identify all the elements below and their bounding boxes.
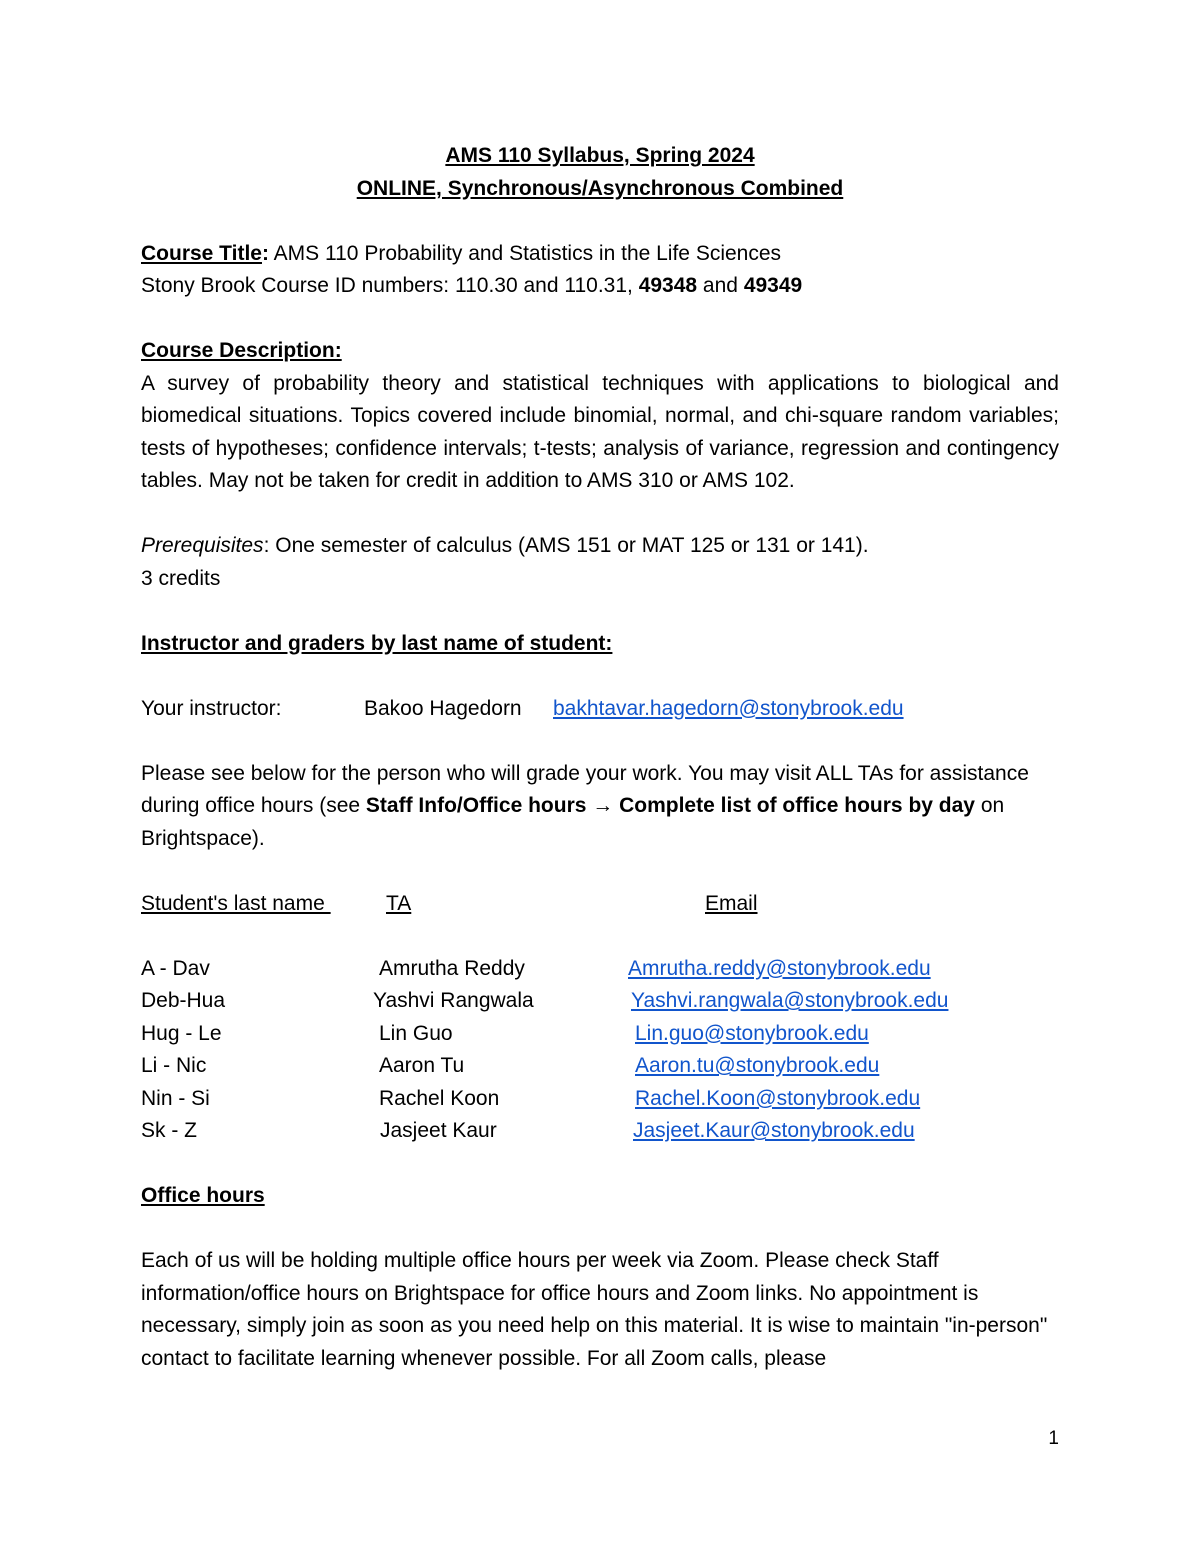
table-row [141,953,1059,986]
ta-table-header [141,888,1059,921]
row-email-link[interactable]: Jasjeet.Kaur@stonybrook.edu [633,1119,915,1142]
instructor-line [141,693,1059,726]
syllabus-subtitle: ONLINE, Synchronous/Asynchronous Combined [356,176,844,200]
office-hours-text: Each of us will be holding multiple office hours per week via Zoom. Please check Staff information/office hours on Brightspace for office hours and Zoom links. No appointment is necessary, simply join as soon as you need help on this material. It is wise to maintain "in-person" contact to facilitate learning whenever possible. For all Zoom calls, please [141,1249,1048,1370]
row-email-link[interactable]: Amrutha.reddy@stonybrook.edu [628,956,931,980]
header-ta: TA [386,891,412,915]
instructor-email-link[interactable]: bakhtavar.hagedorn@stonybrook.edu [553,696,904,720]
instructor-label: Your instructor: [141,696,282,720]
row-ta: Jasjeet Kaur [380,1119,497,1142]
prerequisites-label: Prerequisites [141,534,264,557]
grading-note-bold: Staff Info/Office hours → Complete list of office hours by day [365,794,975,817]
instructor-name: Bakoo Hagedorn [364,696,522,720]
row-ta: Amrutha Reddy [379,956,525,980]
office-hours-heading: Office hours [141,1184,265,1207]
row-range: Nin - Si [141,1086,210,1110]
header-last-name: Student's last name [141,891,331,915]
row-email-link[interactable]: Rachel.Koon@stonybrook.edu [635,1086,921,1110]
row-range: A - Dav [141,956,210,980]
row-email-link[interactable]: Lin.guo@stonybrook.edu [635,1021,869,1045]
page-number: 1 [1048,1428,1059,1449]
course-id-2: 49349 [743,274,803,297]
row-ta: Rachel Koon [379,1086,500,1110]
syllabus-title: AMS 110 Syllabus, Spring 2024 [445,144,755,167]
table-row [141,1115,1059,1148]
course-description-heading: Course Description: [141,339,342,362]
course-id-1: 49348 [638,274,698,297]
table-row [141,1018,1059,1051]
course-title-label: Course Title [141,241,262,265]
table-row [141,1050,1059,1083]
row-email-link[interactable]: Yashvi.rangwala@stonybrook.edu [631,989,949,1012]
row-email-link[interactable]: Aaron.tu@stonybrook.edu [635,1054,880,1077]
row-ta: Yashvi Rangwala [373,989,534,1012]
grading-note-part1: Please see below for the person who will grade your work. You may visit ALL TAs for assistance during office hours (see [141,761,1029,817]
syllabus-page [141,140,1059,1375]
prerequisites-text: : One semester of calculus (AMS 151 or MAT 125 or 131 or 141). [263,534,869,557]
row-range: Li - Nic [141,1054,207,1077]
course-title-colon: : [261,241,269,265]
course-title-line [141,238,1059,271]
course-title-value: AMS 110 Probability and Statistics in the Life Sciences [268,241,782,265]
row-range: Sk - Z [141,1119,197,1142]
row-ta: Aaron Tu [379,1054,465,1077]
course-id-and: and [697,274,744,297]
course-id-line [141,270,1059,303]
row-ta: Lin Guo [379,1021,453,1045]
instructors-heading: Instructor and graders by last name of student: [141,631,613,655]
row-range: Hug - Le [141,1021,222,1045]
table-row [141,1083,1059,1116]
course-id-prefix: Stony Brook Course ID numbers: 110.30 and 110.31, [141,274,639,297]
header-email: Email [705,891,758,915]
course-description-text: A survey of probability theory and statistical techniques with applications to biological and biomedical situations. Topics covered include binomial, normal, and chi-square random variables; tests of hypotheses; confidence intervals; t-tests; analysis of variance, regression and contingency tables. May not be taken for credit in addition to AMS 310 or AMS 102. [141,371,1059,492]
table-row [141,985,1059,1018]
grading-note-part2: on Brightspace). [141,794,1005,850]
credits: 3 credits [141,566,221,590]
prerequisites-line [141,530,1059,563]
row-range: Deb-Hua [141,989,226,1012]
grading-note [141,758,1059,856]
